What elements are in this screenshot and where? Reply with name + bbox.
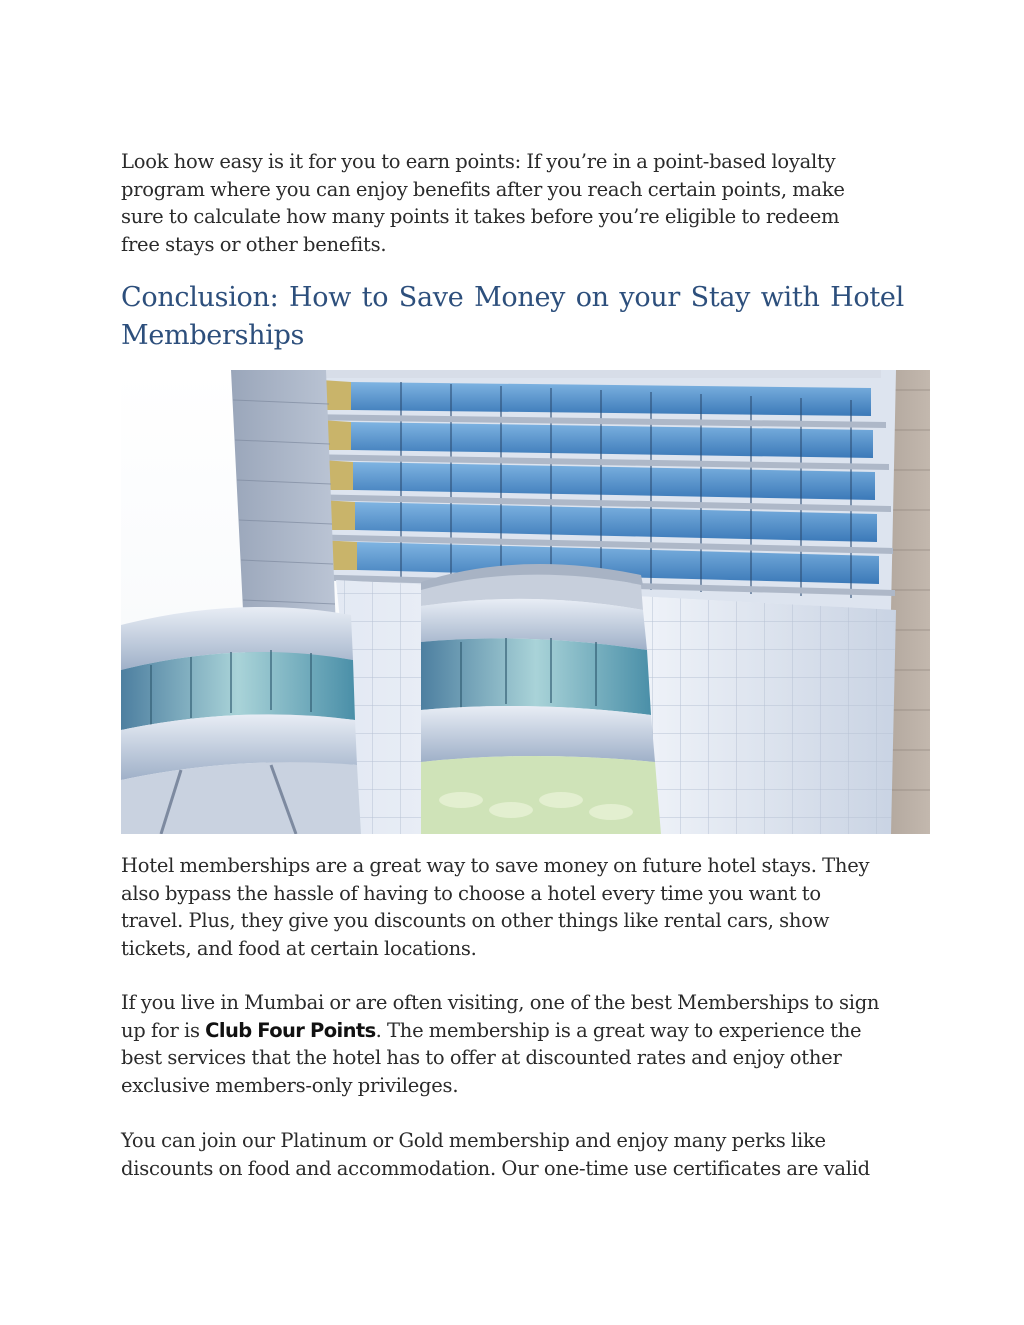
text-segment: . The membership is a great way to experience the [375, 1018, 862, 1042]
memberships-paragraph [121, 852, 911, 962]
heading-word: on [575, 282, 609, 313]
club-four-points-label: Club Four Points [205, 1018, 376, 1042]
heading-word: How [289, 282, 352, 313]
heading-word: Money [474, 282, 566, 313]
text-line: tickets, and food at certain locations. [121, 936, 477, 960]
text-line: best services that the hotel has to offer at discounted rates and enjoy other [121, 1046, 842, 1069]
hotel-building-photo [121, 370, 930, 834]
text-line [121, 1017, 911, 1045]
heading-line-1 [121, 279, 904, 317]
heading-line-2: Memberships [121, 320, 305, 351]
heading-word: your [619, 282, 680, 313]
text-line: program where you can enjoy benefits after you reach certain points, make [121, 177, 845, 201]
heading-word: Stay [690, 282, 751, 313]
text-line: If you live in Mumbai or are often visiting, one of the best Memberships to sign [121, 991, 880, 1014]
heading-word: Save [398, 282, 464, 313]
mumbai-paragraph [121, 989, 911, 1099]
text-line: sure to calculate how many points it takes before you’re eligible to redeem [121, 205, 840, 228]
text-line: exclusive members-only privileges. [121, 1073, 459, 1097]
text-segment: up for is [121, 1018, 206, 1042]
heading-word: Hotel [830, 282, 904, 313]
platinum-paragraph [121, 1127, 911, 1182]
section-heading [121, 279, 904, 355]
heading-word: to [361, 282, 389, 313]
text-line: Hotel memberships are a great way to save money on future hotel stays. They [121, 854, 870, 877]
text-line: discounts on food and accommodation. Our one-time use certificates are valid [121, 1156, 870, 1180]
intro-paragraph [121, 148, 911, 258]
text-line: also bypass the hassle of having to choose a hotel every time you want to [121, 881, 821, 905]
text-line: free stays or other benefits. [121, 232, 387, 256]
heading-word: with [760, 282, 820, 313]
text-line: You can join our Platinum or Gold membership and enjoy many perks like [121, 1129, 826, 1152]
text-line: travel. Plus, they give you discounts on other things like rental cars, show [121, 909, 830, 932]
heading-word: Conclusion: [121, 282, 279, 313]
text-line: Look how easy is it for you to earn points: If you’re in a point-based loyalty [121, 150, 836, 173]
